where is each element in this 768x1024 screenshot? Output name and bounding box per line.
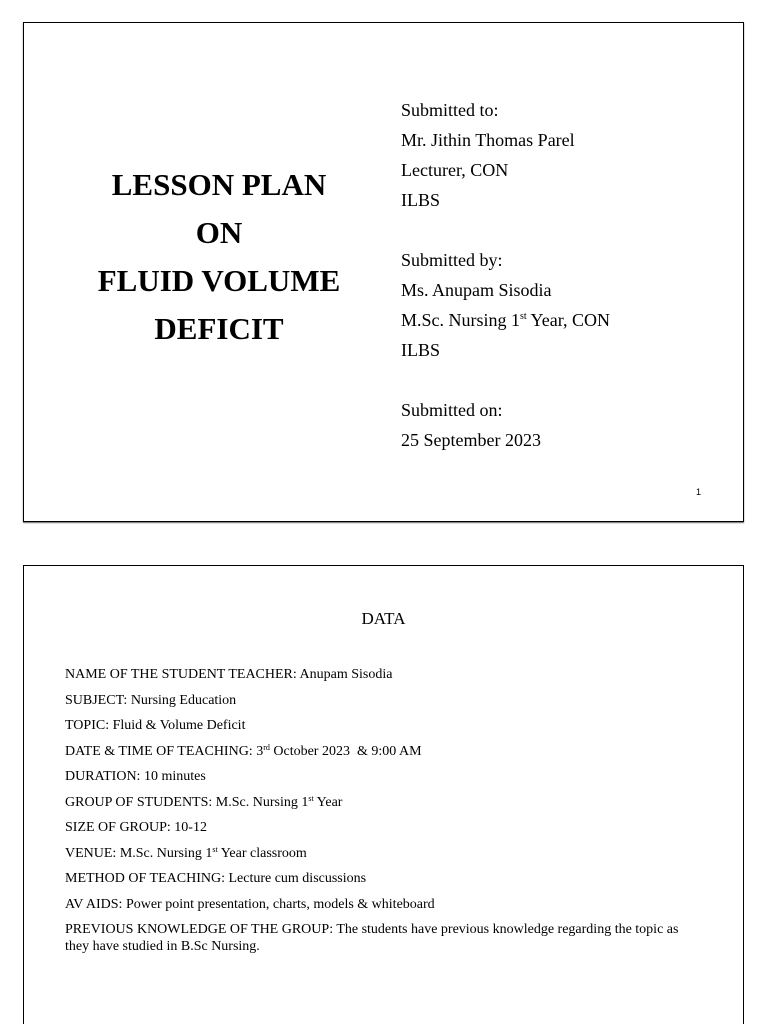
submitted-by-name: Ms. Anupam Sisodia: [401, 280, 552, 300]
submitted-on-date: 25 September 2023: [401, 430, 541, 450]
date-ordinal: rd: [263, 742, 270, 752]
venue-ordinal: st: [212, 844, 218, 854]
av-aids-row: AV AIDS: Power point presentation, charts, models & whiteboard: [65, 896, 435, 912]
data-heading: DATA: [361, 609, 406, 628]
duration-row: DURATION: 10 minutes: [65, 769, 206, 784]
course-prefix: M.Sc. Nursing 1: [401, 310, 521, 330]
submitted-on-label: Submitted on:: [401, 400, 503, 420]
student-teacher-row: NAME OF THE STUDENT TEACHER: Anupam Sisodia: [65, 667, 393, 682]
method-row: METHOD OF TEACHING: Lecture cum discussions: [65, 871, 367, 886]
submitted-by-course: [401, 305, 610, 335]
spacer: [401, 215, 610, 245]
title-line-1: LESSON PLAN: [111, 167, 327, 202]
course-suffix: Year, CON: [526, 310, 610, 330]
submission-details: [401, 95, 610, 455]
title-line-3: FLUID VOLUME: [97, 263, 341, 298]
data-page: [23, 565, 744, 1024]
subject-row: SUBJECT: Nursing Education: [65, 692, 237, 708]
spacer: [401, 365, 610, 395]
cover-page: [23, 22, 744, 522]
title-line-2: ON: [195, 215, 243, 250]
lesson-plan-title: [79, 161, 359, 353]
size-row: SIZE OF GROUP: 10-12: [65, 820, 207, 835]
group-ordinal: st: [308, 793, 314, 803]
submitted-to-org: ILBS: [401, 190, 441, 210]
date-suffix: October 2023 & 9:00 AM: [269, 743, 422, 759]
topic-row: TOPIC: Fluid & Volume Deficit: [65, 718, 246, 733]
group-row: [65, 794, 705, 811]
venue-suffix: Year classroom: [217, 845, 307, 861]
submitted-to-role: Lecturer, CON: [401, 160, 509, 180]
venue-prefix: VENUE: M.Sc. Nursing 1: [65, 845, 213, 861]
submitted-by-label: Submitted by:: [401, 250, 503, 270]
previous-knowledge-row: PREVIOUS KNOWLEDGE OF THE GROUP: The students have previous knowledge regarding the topic as they have studied in B.Sc Nursing.: [65, 922, 679, 954]
date-time-row: [65, 743, 705, 760]
submitted-to-name: Mr. Jithin Thomas Parel: [401, 130, 575, 150]
course-ordinal: st: [520, 311, 527, 322]
date-prefix: DATE & TIME OF TEACHING: 3: [65, 743, 264, 759]
submitted-by-org: ILBS: [401, 340, 441, 360]
data-list: [65, 666, 705, 964]
venue-row: [65, 845, 705, 862]
group-suffix: Year: [313, 794, 343, 810]
submitted-to-label: Submitted to:: [401, 100, 499, 120]
page-number: 1: [695, 487, 701, 497]
title-line-4: DEFICIT: [154, 311, 284, 346]
group-prefix: GROUP OF STUDENTS: M.Sc. Nursing 1: [65, 794, 309, 810]
